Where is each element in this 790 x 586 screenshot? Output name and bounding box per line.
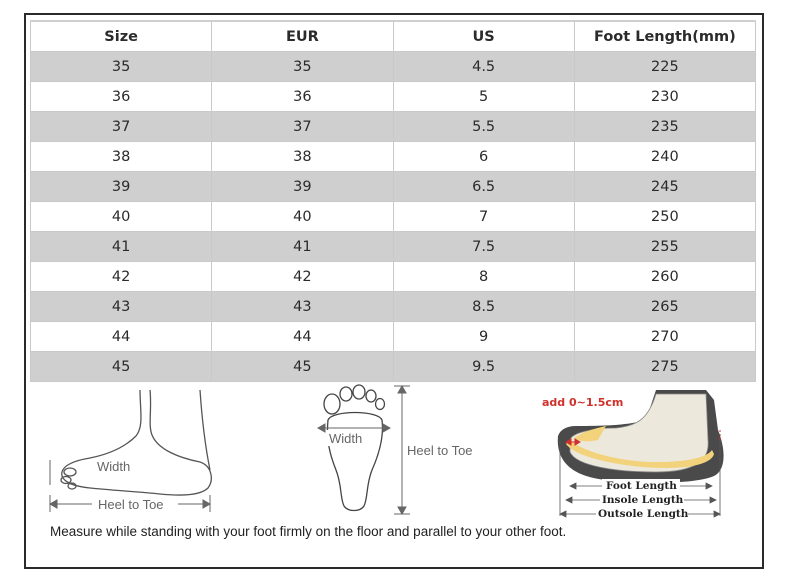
cell-foot-length: 265	[574, 292, 755, 322]
cell-us: 4.5	[393, 52, 574, 82]
cell-eur: 37	[212, 112, 393, 142]
cell-foot-length: 260	[574, 262, 755, 292]
cell-size: 38	[31, 142, 212, 172]
header-foot-length: Foot Length(mm)	[574, 21, 755, 52]
header-size: Size	[31, 21, 212, 52]
cell-us: 9	[393, 322, 574, 352]
foot-length-label: Foot Length	[606, 480, 677, 492]
cell-size: 43	[31, 292, 212, 322]
cell-eur: 36	[212, 82, 393, 112]
table-row	[31, 232, 756, 262]
header-eur: EUR	[212, 21, 393, 52]
size-chart-table	[30, 20, 756, 382]
cell-foot-length: 255	[574, 232, 755, 262]
cell-size: 35	[31, 52, 212, 82]
table-row	[31, 142, 756, 172]
shoe-diagram	[536, 380, 736, 525]
cell-foot-length: 230	[574, 82, 755, 112]
header-us: US	[393, 21, 574, 52]
cell-size: 40	[31, 202, 212, 232]
table-row	[31, 262, 756, 292]
side-foot-length-label: Heel to Toe	[98, 497, 164, 512]
cell-foot-length: 235	[574, 112, 755, 142]
insole-length-label: Insole Length	[602, 494, 684, 506]
cell-eur: 39	[212, 172, 393, 202]
side-foot-diagram	[40, 380, 240, 520]
table-row	[31, 172, 756, 202]
table-row	[31, 322, 756, 352]
cell-size: 39	[31, 172, 212, 202]
cell-eur: 42	[212, 262, 393, 292]
table-row	[31, 292, 756, 322]
cell-eur: 44	[212, 322, 393, 352]
allowance-label: add 0~1.5cm	[542, 396, 624, 409]
table-row	[31, 82, 756, 112]
cell-size: 44	[31, 322, 212, 352]
cell-size: 42	[31, 262, 212, 292]
cell-foot-length: 240	[574, 142, 755, 172]
table-row	[31, 112, 756, 142]
cell-eur: 38	[212, 142, 393, 172]
cell-foot-length: 250	[574, 202, 755, 232]
cell-foot-length: 225	[574, 52, 755, 82]
table-header-row	[31, 21, 756, 52]
side-foot-outline	[61, 390, 211, 495]
cell-us: 6	[393, 142, 574, 172]
cell-eur: 43	[212, 292, 393, 322]
cell-eur: 40	[212, 202, 393, 232]
cell-us: 6.5	[393, 172, 574, 202]
cell-us: 7	[393, 202, 574, 232]
cell-us: 8.5	[393, 292, 574, 322]
cell-size: 45	[31, 352, 212, 382]
cell-foot-length: 270	[574, 322, 755, 352]
cell-us: 7.5	[393, 232, 574, 262]
table-row	[31, 352, 756, 382]
cell-eur: 45	[212, 352, 393, 382]
cell-foot-length: 275	[574, 352, 755, 382]
cell-eur: 41	[212, 232, 393, 262]
sole-diagram	[310, 380, 490, 520]
side-foot-width-label: Width	[97, 459, 131, 474]
sole-width-label: Width	[329, 431, 363, 446]
sole-length-label: Heel to Toe	[407, 443, 473, 458]
cell-foot-length: 245	[574, 172, 755, 202]
cell-us: 5	[393, 82, 574, 112]
sole-outline	[324, 385, 385, 511]
cell-size: 41	[31, 232, 212, 262]
measurement-note: Measure while standing with your foot firmly on the floor and parallel to your other foot.	[50, 524, 567, 539]
table-row	[31, 202, 756, 232]
cell-size: 37	[31, 112, 212, 142]
outsole-length-label: Outsole Length	[598, 508, 689, 520]
cell-us: 5.5	[393, 112, 574, 142]
cell-size: 36	[31, 82, 212, 112]
table-row	[31, 52, 756, 82]
cell-us: 8	[393, 262, 574, 292]
cell-us: 9.5	[393, 352, 574, 382]
cell-eur: 35	[212, 52, 393, 82]
